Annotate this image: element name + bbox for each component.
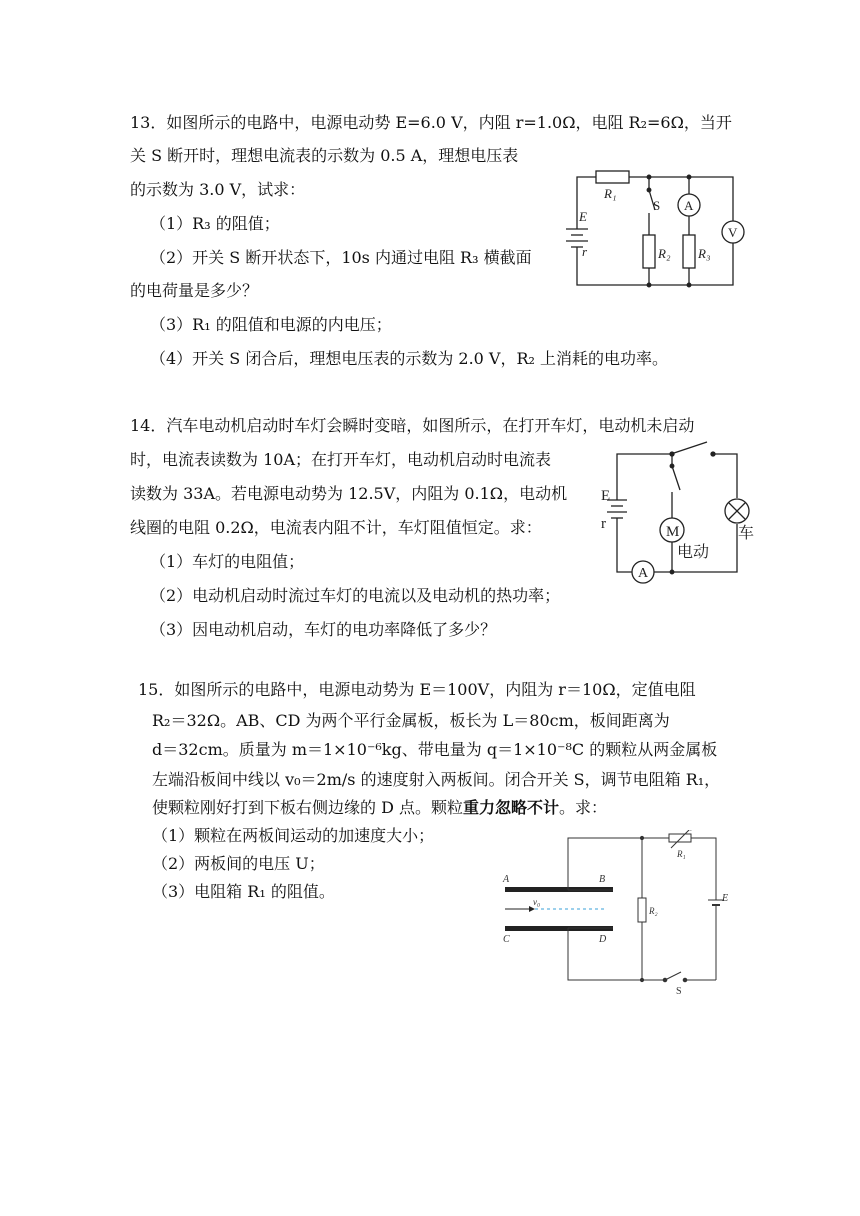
q13-sub-1: （1）R₃ 的阻值； bbox=[150, 214, 280, 233]
q14-label-motor: 电动 bbox=[677, 544, 710, 561]
q14-sub-3: （3）因电动机启动，车灯的电功率降低了多少？ bbox=[150, 620, 497, 639]
q15-sub-3: （3）电阻箱 R₁ 的阻值。 bbox=[152, 882, 335, 901]
q14-line-3: 读数为 33A。若电源电动势为 12.5V，内阻为 0.1Ω，电动机 bbox=[130, 484, 568, 503]
q13-line-1: 13．如图所示的电路中，电源电动势 E=6.0 V，内阻 r=1.0Ω，电阻 R₂=6Ω，当开 bbox=[130, 113, 732, 132]
q15-gravity-note: 重力忽略不计 bbox=[463, 798, 560, 817]
q15-circuit-figure bbox=[495, 830, 740, 999]
q13-sub-2: （2）开关 S 断开状态下，10s 内通过电阻 R₃ 横截面 bbox=[150, 248, 532, 267]
q15-label-S: S bbox=[676, 986, 682, 995]
q14-line-4: 线圈的电阻 0.2Ω，电流表内阻不计，车灯阻值恒定。求： bbox=[130, 518, 542, 537]
q15-line-5-pre: 使颗粒刚好打到下板右侧边缘的 D 点。颗粒 bbox=[152, 798, 464, 817]
q14-motor-M: M bbox=[666, 524, 680, 540]
q15-label-R1: R₁ bbox=[677, 849, 686, 859]
q13-line-6: 的电荷量是多少？ bbox=[130, 281, 259, 300]
q15-label-R2: R₂ bbox=[649, 906, 658, 916]
q13-label-R3: R₃ bbox=[698, 246, 711, 261]
q14-sub-2: （2）电动机启动时流过车灯的电流以及电动机的热功率； bbox=[150, 586, 561, 605]
q15-sub-1: （1）颗粒在两板间运动的加速度大小； bbox=[152, 826, 435, 845]
q14-line-1: 14．汽车电动机启动时车灯会瞬时变暗，如图所示，在打开车灯，电动机未启动 bbox=[130, 416, 695, 435]
q14-line-2: 时，电流表读数为 10A；在打开车灯，电动机启动时电流表 bbox=[130, 450, 552, 469]
q15-label-C: C bbox=[503, 934, 510, 945]
q15-line-5-post: 。求： bbox=[559, 798, 608, 817]
q13-label-E: E bbox=[579, 209, 587, 224]
q15-label-B: B bbox=[599, 874, 606, 885]
q14-circuit-figure bbox=[595, 440, 760, 594]
q15-sub-2: （2）两板间的电压 U； bbox=[152, 854, 325, 873]
q14-label-lamp: 车 bbox=[738, 525, 755, 542]
q15-line-2: R₂＝32Ω。AB、CD 为两个平行金属板，板长为 L＝80cm，板间距离为 bbox=[152, 711, 670, 730]
q13-sub-3: （3）R₁ 的阻值和电源的内电压； bbox=[150, 315, 392, 334]
q15-label-v0: v₀ bbox=[533, 897, 541, 907]
q15-line-5 bbox=[152, 798, 607, 818]
q13-label-R1: R₁ bbox=[604, 186, 617, 201]
q15-label-D: D bbox=[599, 934, 607, 945]
q13-circuit-figure bbox=[560, 160, 750, 299]
q14-sub-1: （1）车灯的电阻值； bbox=[150, 552, 305, 571]
q13-label-S: S bbox=[653, 198, 661, 213]
q15-label-E: E bbox=[722, 893, 729, 904]
q13-ammeter-A: A bbox=[684, 198, 694, 213]
q13-label-r: r bbox=[582, 244, 588, 259]
q14-label-r: r bbox=[601, 516, 606, 532]
q15-line-1: 15．如图所示的电路中，电源电动势为 E＝100V，内阻为 r＝10Ω，定值电阻 bbox=[138, 680, 696, 699]
q14-label-E: E bbox=[601, 488, 611, 504]
q13-line-2: 关 S 断开时，理想电流表的示数为 0.5 A，理想电压表 bbox=[130, 146, 519, 165]
q15-line-4: 左端沿板间中线以 v₀＝2m/s 的速度射入两板间。闭合开关 S，调节电阻箱 R₁， bbox=[152, 770, 721, 789]
q13-label-R2: R₂ bbox=[658, 246, 671, 261]
q13-sub-4: （4）开关 S 闭合后，理想电压表的示数为 2.0 V，R₂ 上消耗的电功率。 bbox=[150, 349, 669, 368]
q15-line-3: d＝32cm。质量为 m＝1×10⁻⁶kg、带电量为 q＝1×10⁻⁸C 的颗粒从两金属板 bbox=[152, 740, 718, 759]
q13-voltmeter-V: V bbox=[728, 225, 738, 240]
q15-label-A: A bbox=[503, 874, 510, 885]
q13-line-3: 的示数为 3.0 V，试求： bbox=[130, 180, 306, 199]
q14-ammeter-A: A bbox=[638, 566, 649, 581]
